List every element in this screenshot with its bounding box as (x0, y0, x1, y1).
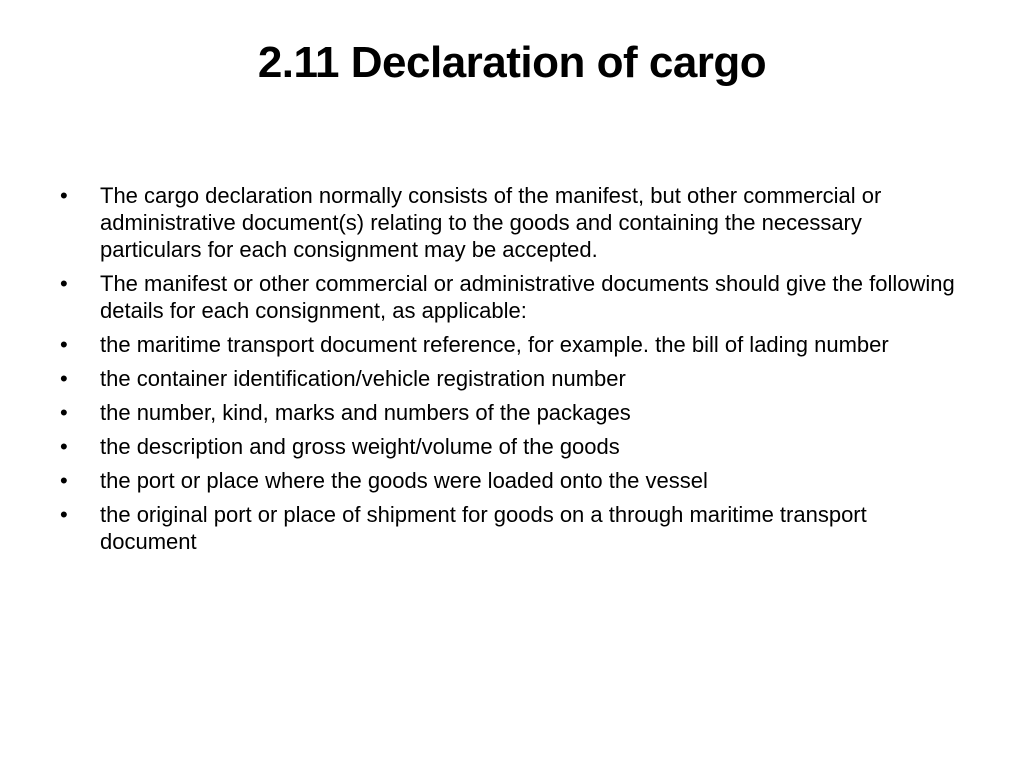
bullet-item (56, 399, 968, 426)
bullet-item (56, 365, 968, 392)
bullet-icon: • (60, 332, 68, 357)
bullet-item (56, 433, 968, 460)
bullet-text: The cargo declaration normally consists of the manifest, but other commercial or administrative document(s) relating to the goods and containing the necessary particulars for each consignment may be accepted. (100, 183, 882, 262)
bullet-item (56, 182, 968, 263)
bullet-text: The manifest or other commercial or administrative documents should give the following details for each consignment, as applicable: (100, 271, 955, 323)
bullet-icon: • (60, 271, 68, 296)
slide-title: 2.11 Declaration of cargo (257, 38, 767, 87)
bullet-icon: • (60, 366, 68, 391)
bullet-text: the container identification/vehicle registration number (100, 366, 626, 391)
bullet-item (56, 331, 968, 358)
bullet-item (56, 270, 968, 324)
bullet-text: the description and gross weight/volume of the goods (100, 434, 620, 459)
bullet-icon: • (60, 434, 68, 459)
bullet-list (56, 182, 968, 562)
bullet-text: the maritime transport document reference, for example. the bill of lading number (100, 332, 889, 357)
bullet-text: the number, kind, marks and numbers of the packages (100, 400, 631, 425)
bullet-icon: • (60, 468, 68, 493)
bullet-item (56, 501, 968, 555)
bullet-text: the port or place where the goods were loaded onto the vessel (100, 468, 708, 493)
bullet-text: the original port or place of shipment for goods on a through maritime transport document (100, 502, 867, 554)
bullet-icon: • (60, 502, 68, 527)
bullet-item (56, 467, 968, 494)
bullet-icon: • (60, 183, 68, 208)
bullet-icon: • (60, 400, 68, 425)
